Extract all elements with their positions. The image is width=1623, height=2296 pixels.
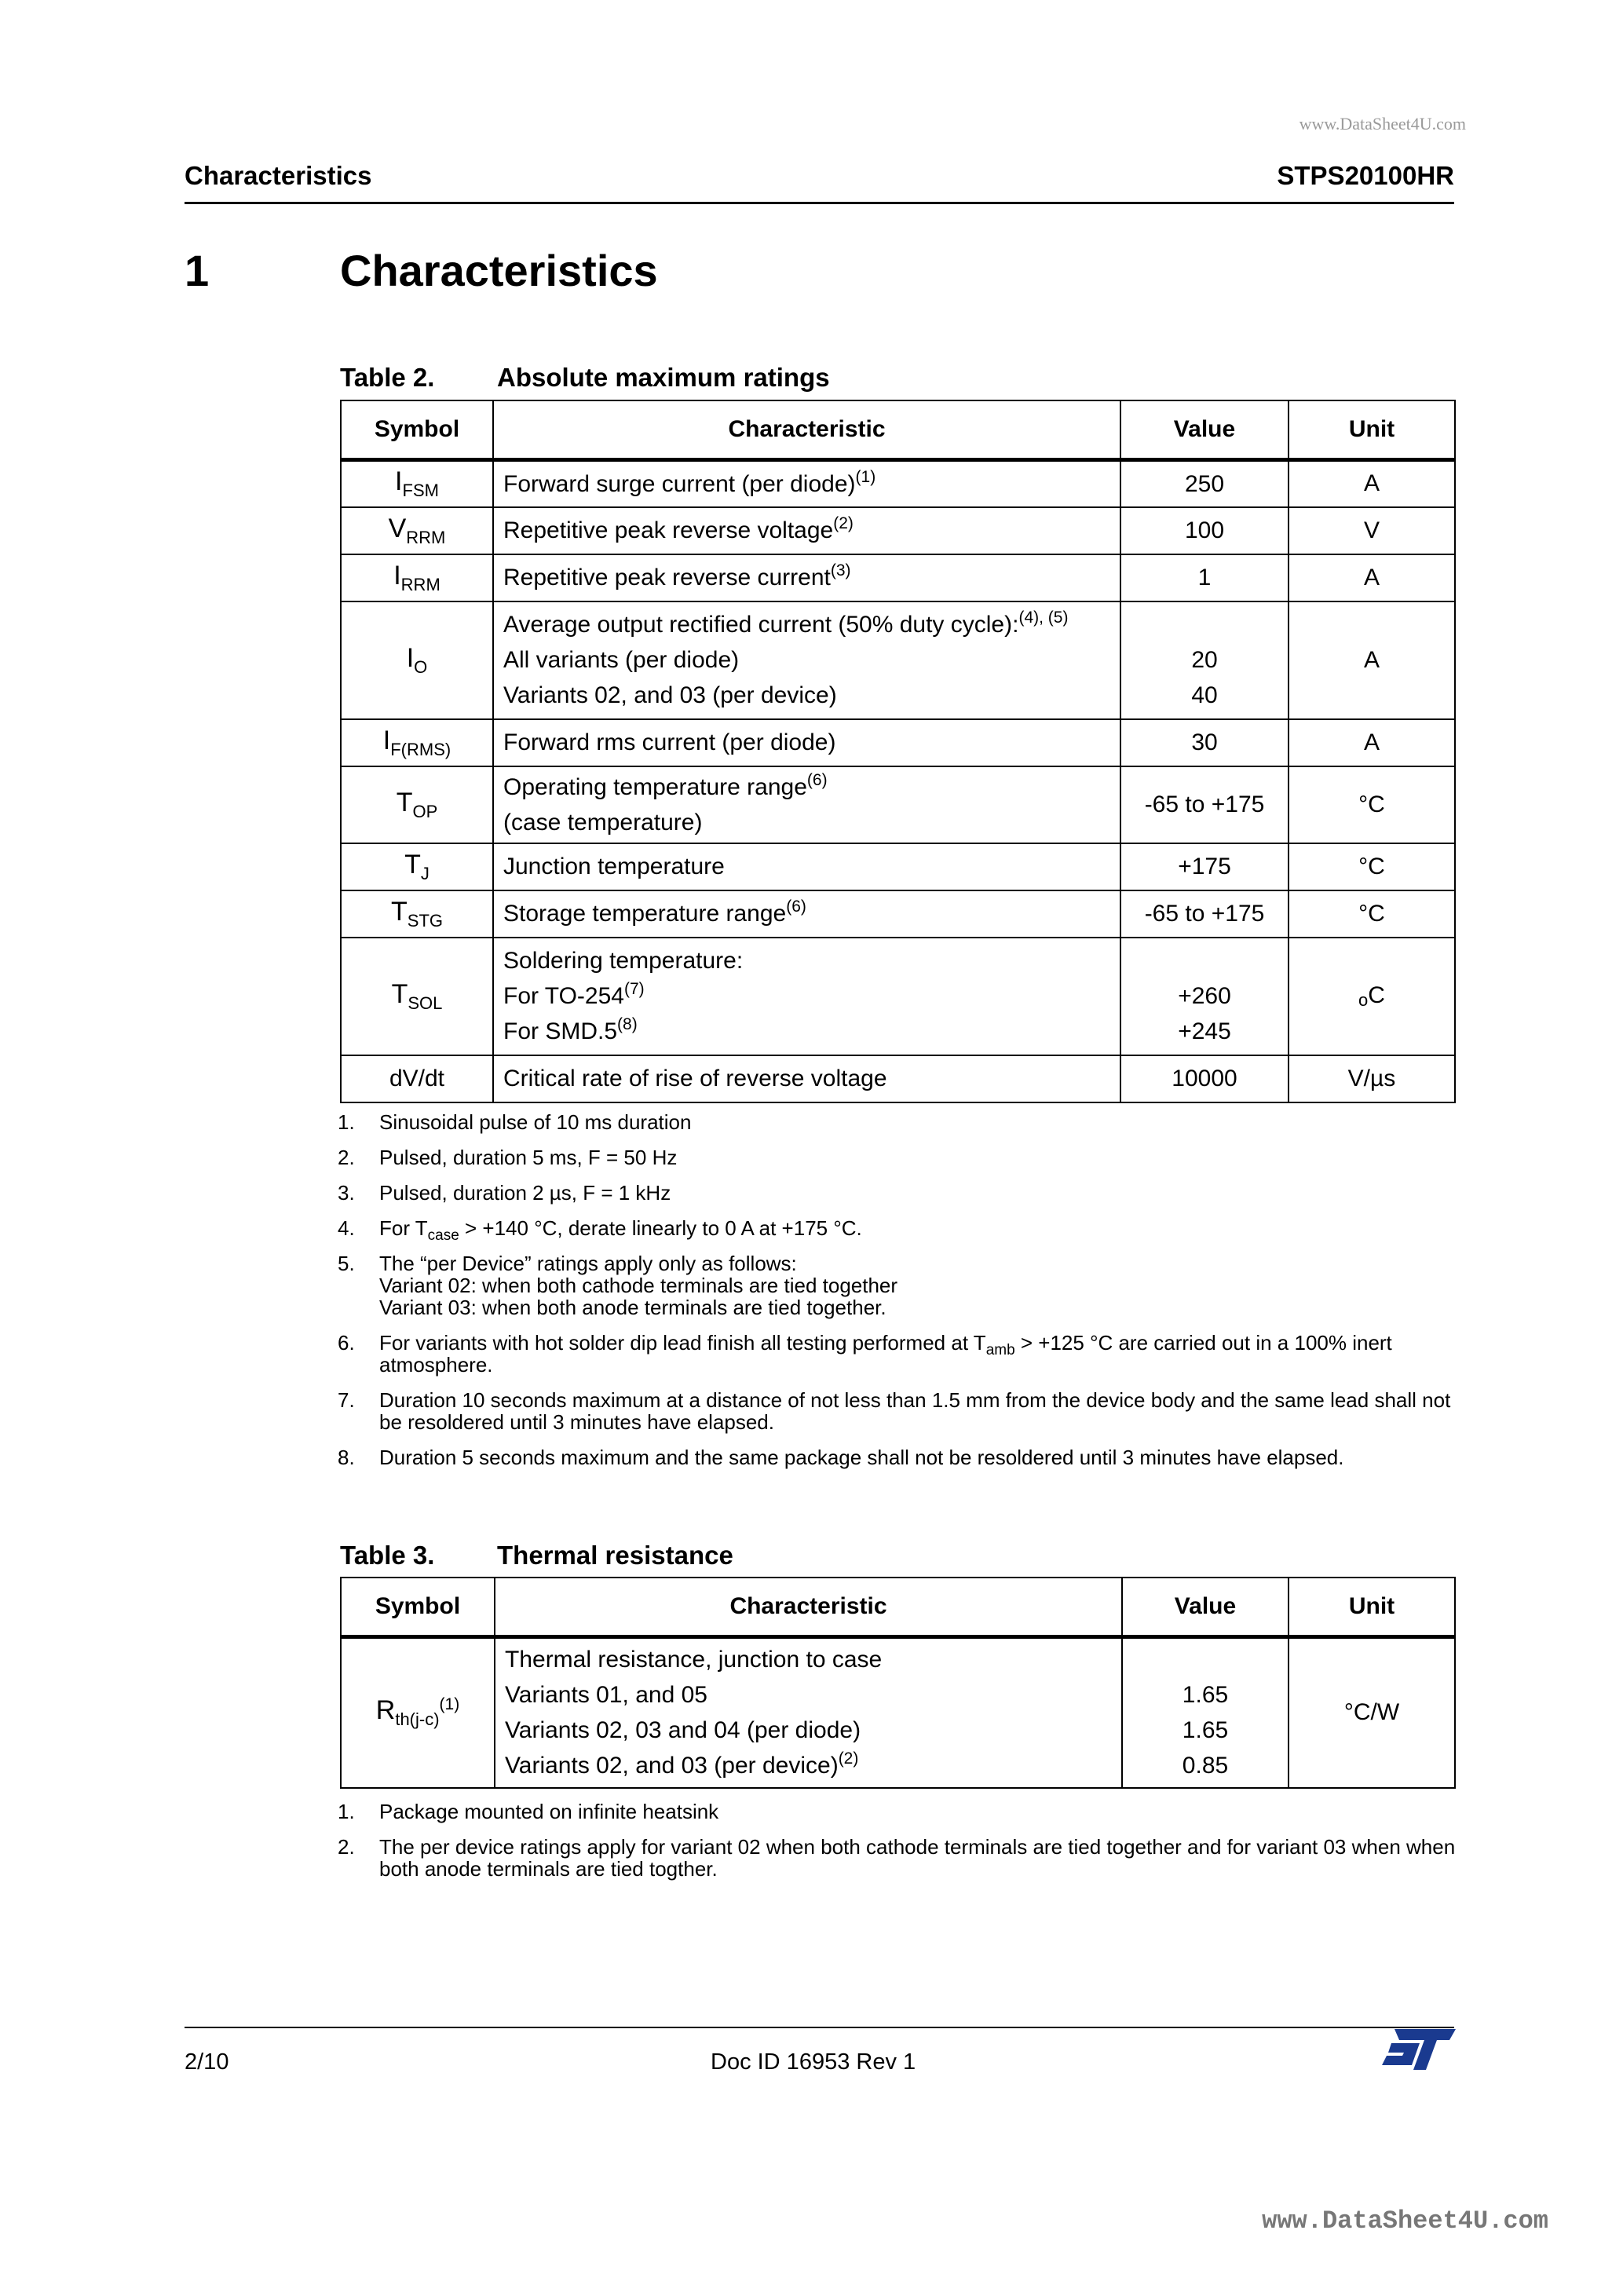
symbol-cell: $I_{FSM}$ — [341, 460, 493, 507]
value-cell: 10000 — [1120, 1055, 1289, 1102]
unit-cell: oC — [1289, 938, 1455, 1055]
footnote: 2. The per device ratings apply for variant 02 when both cathode terminals are tied together and for variant 03 when when both anode terminals are tied togther. — [338, 1835, 1456, 1881]
column-header-characteristic: Characteristic — [495, 1578, 1122, 1637]
table2-title: Absolute maximum ratings — [497, 363, 830, 392]
characteristic-cell: Storage temperature range$^{(6)}$ — [493, 890, 1120, 938]
value-cell: 1 — [1120, 554, 1289, 601]
unit-cell: A — [1289, 601, 1455, 719]
characteristic-cell: Forward surge current (per diode)$^{(1)}$ — [493, 460, 1120, 507]
table3-caption — [340, 1541, 733, 1570]
unit-cell: °C — [1289, 843, 1455, 890]
characteristic-cell: Forward rms current (per diode) — [493, 719, 1120, 766]
symbol-cell: $I_{F(RMS)}$ — [341, 719, 493, 766]
unit-cell: A — [1289, 719, 1455, 766]
unit-cell: V/µs — [1289, 1055, 1455, 1102]
footnote: 5. The “per Device” ratings apply only as follows: Variant 02: when both cathode terminals are tied together Variant 03: when both anode terminals are tied together. — [338, 1252, 898, 1319]
header-part-number: STPS20100HR — [1277, 161, 1454, 190]
column-header-unit: Unit — [1289, 400, 1455, 460]
column-header-symbol: Symbol — [341, 1578, 495, 1637]
value-cell: 100 — [1120, 507, 1289, 554]
table-row — [341, 601, 1455, 719]
table-row — [341, 766, 1455, 843]
header-rule — [185, 202, 1454, 204]
footnote: 3. Pulsed, duration 2 µs, F = 1 kHz — [338, 1181, 671, 1205]
table-row — [341, 938, 1455, 1055]
unit-cell: °C/W — [1289, 1637, 1455, 1788]
characteristic-cell: Repetitive peak reverse voltage$^{(2)}$ — [493, 507, 1120, 554]
table-row — [341, 719, 1455, 766]
table-row — [341, 554, 1455, 601]
watermark-top: www.DataSheet4U.com — [1299, 114, 1466, 133]
symbol-cell: $I_{RRM}$ — [341, 554, 493, 601]
unit-cell: °C — [1289, 766, 1455, 843]
unit-cell: A — [1289, 554, 1455, 601]
st-logo — [1380, 2026, 1457, 2075]
absolute-max-ratings-table — [340, 400, 1456, 1103]
column-header-symbol: Symbol — [341, 400, 493, 460]
table-row — [341, 843, 1455, 890]
footnote: 8. Duration 5 seconds maximum and the same package shall not be resoldered until 3 minutes have elapsed. — [338, 1446, 1344, 1469]
table2-footnotes — [338, 1111, 1460, 1482]
footnote: 1. Sinusoidal pulse of 10 ms duration — [338, 1110, 692, 1134]
table-row — [341, 507, 1455, 554]
footnote: 6. For variants with hot solder dip lead finish all testing performed at $T_{amb} > +125$ °C are carried out in a 100% inert atmosphere. — [338, 1331, 1392, 1377]
table-row — [341, 1055, 1455, 1102]
symbol-cell: $T_{SOL}$ — [341, 938, 493, 1055]
table2-caption — [340, 363, 830, 393]
symbol-cell: $V_{RRM}$ — [341, 507, 493, 554]
table-row — [341, 1637, 1455, 1788]
symbol-cell: dV/dt — [341, 1055, 493, 1102]
footnote: 7. Duration 10 seconds maximum at a distance of not less than 1.5 mm from the device body and the same lead shall not be resoldered until 3 minutes have elapsed. — [338, 1388, 1451, 1434]
value-cell: 20 40 — [1120, 601, 1289, 719]
symbol-cell: $I_O$ — [341, 601, 493, 719]
column-header-value: Value — [1120, 400, 1289, 460]
table3-title: Thermal resistance — [497, 1541, 733, 1570]
column-header-unit: Unit — [1289, 1578, 1455, 1637]
characteristic-cell: Average output rectified current (50% duty cycle):$^{(4), (5)}$ All variants (per diode) Variants 02, and 03 (per device) — [493, 601, 1120, 719]
value-cell: -65 to +175 — [1120, 890, 1289, 938]
footer-rule — [185, 2027, 1454, 2028]
footnote: 2. Pulsed, duration 5 ms, F = 50 Hz — [338, 1146, 678, 1169]
table-header-row — [341, 400, 1455, 460]
unit-cell: V — [1289, 507, 1455, 554]
watermark-bottom: www.DataSheet4U.com — [1262, 2206, 1548, 2236]
table-row — [341, 890, 1455, 938]
table-header-row — [341, 1578, 1455, 1637]
value-cell: +260 +245 — [1120, 938, 1289, 1055]
table3-footnotes — [338, 1801, 1460, 1893]
symbol-cell: $R_{th(j-c)}^{(1)}$ — [341, 1637, 495, 1788]
section-title: Characteristics — [340, 246, 658, 295]
characteristic-cell: Operating temperature range$^{(6)}$ (case temperature) — [493, 766, 1120, 843]
footnote: 1. Package mounted on infinite heatsink — [338, 1800, 719, 1823]
table3-label: Table 3. — [340, 1541, 435, 1570]
value-cell: 250 — [1120, 460, 1289, 507]
characteristic-cell: Junction temperature — [493, 843, 1120, 890]
table2-label: Table 2. — [340, 363, 435, 392]
footnote: 4. For $T_{case} > +140$ °C, derate linearly to 0 A at +175 °C. — [338, 1216, 862, 1244]
section-number: 1 — [185, 246, 210, 295]
value-cell: 30 — [1120, 719, 1289, 766]
table-row — [341, 460, 1455, 507]
characteristic-cell: Critical rate of rise of reverse voltage — [493, 1055, 1120, 1102]
symbol-cell: $T_{OP}$ — [341, 766, 493, 843]
value-cell: -65 to +175 — [1120, 766, 1289, 843]
thermal-resistance-table — [340, 1577, 1456, 1789]
value-cell: +175 — [1120, 843, 1289, 890]
unit-cell: A — [1289, 460, 1455, 507]
unit-cell: °C — [1289, 890, 1455, 938]
characteristic-cell: Repetitive peak reverse current$^{(3)}$ — [493, 554, 1120, 601]
characteristic-cell: Soldering temperature: For TO-254$^{(7)}$ For SMD.5$^{(8)}$ — [493, 938, 1120, 1055]
symbol-cell: $T_J$ — [341, 843, 493, 890]
value-cell: 1.65 1.65 0.85 — [1122, 1637, 1289, 1788]
page-number: 2/10 — [185, 2049, 229, 2075]
symbol-cell: $T_{STG}$ — [341, 890, 493, 938]
column-header-characteristic: Characteristic — [493, 400, 1120, 460]
column-header-value: Value — [1122, 1578, 1289, 1637]
doc-id: Doc ID 16953 Rev 1 — [711, 2049, 916, 2075]
characteristic-cell: Thermal resistance, junction to case Variants 01, and 05 Variants 02, 03 and 04 (per diode) Variants 02, and 03 (per device)$^{(2)}$ — [495, 1637, 1122, 1788]
header-section: Characteristics — [185, 161, 372, 190]
